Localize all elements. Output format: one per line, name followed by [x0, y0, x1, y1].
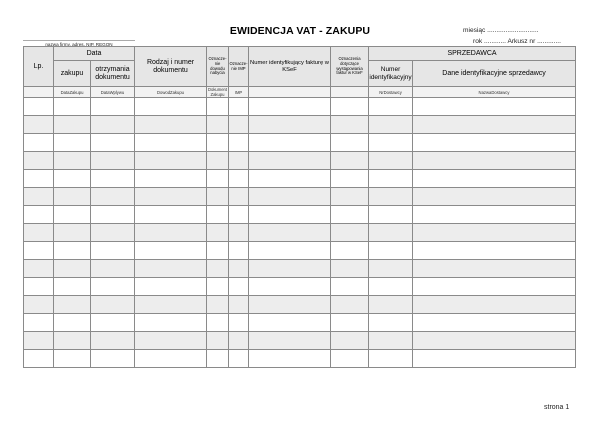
table-cell[interactable] [229, 314, 249, 332]
table-cell[interactable] [331, 206, 369, 224]
table-cell[interactable] [369, 170, 413, 188]
table-cell[interactable] [413, 314, 576, 332]
table-cell[interactable] [369, 242, 413, 260]
table-cell[interactable] [24, 260, 54, 278]
table-cell[interactable] [229, 332, 249, 350]
table-row [24, 332, 576, 350]
table-cell[interactable] [24, 332, 54, 350]
table-cell[interactable] [369, 296, 413, 314]
table-cell[interactable] [229, 350, 249, 368]
table-cell[interactable] [24, 314, 54, 332]
month-field: miesiąc ............................ [463, 27, 539, 34]
table-cell[interactable] [229, 206, 249, 224]
code-dokument-zakupu: Dokument Zakupu [207, 87, 228, 97]
table-cell[interactable] [249, 152, 331, 170]
table-cell[interactable] [331, 188, 369, 206]
table-cell[interactable] [135, 278, 207, 296]
code-data-zakupu: DataZakupu [54, 87, 91, 98]
header-lp: Lp. [24, 47, 54, 87]
table-cell[interactable] [229, 170, 249, 188]
table-cell[interactable] [135, 206, 207, 224]
table-cell[interactable] [249, 296, 331, 314]
table-cell[interactable] [249, 188, 331, 206]
table-cell[interactable] [229, 116, 249, 134]
table-cell[interactable] [24, 278, 54, 296]
table-cell[interactable] [54, 134, 91, 152]
table-cell[interactable] [207, 224, 229, 242]
register-rows [24, 98, 576, 368]
table-cell[interactable] [413, 278, 576, 296]
table-cell[interactable] [91, 170, 135, 188]
table-row [24, 350, 576, 368]
table-cell[interactable] [207, 332, 229, 350]
table-cell[interactable] [331, 296, 369, 314]
table-cell[interactable] [24, 350, 54, 368]
year-sheet-field: rok ............ Arkusz nr ............. [473, 38, 561, 45]
table-cell[interactable] [207, 296, 229, 314]
table-cell[interactable] [91, 116, 135, 134]
table-cell[interactable] [369, 116, 413, 134]
table-cell[interactable] [91, 206, 135, 224]
table-cell[interactable] [249, 278, 331, 296]
table-cell[interactable] [369, 314, 413, 332]
table-cell[interactable] [54, 332, 91, 350]
table-cell[interactable] [135, 224, 207, 242]
table-cell[interactable] [135, 152, 207, 170]
table-cell[interactable] [24, 134, 54, 152]
table-cell[interactable] [207, 134, 229, 152]
table-cell[interactable] [413, 116, 576, 134]
table-cell[interactable] [24, 170, 54, 188]
table-cell[interactable] [229, 296, 249, 314]
vat-purchase-register-table [23, 46, 576, 368]
table-cell[interactable] [91, 278, 135, 296]
table-cell[interactable] [91, 314, 135, 332]
table-cell[interactable] [413, 188, 576, 206]
table-cell[interactable] [369, 278, 413, 296]
header-rodzaj-numer: Rodzaj i numer dokumentu [135, 47, 207, 87]
table-cell[interactable] [54, 116, 91, 134]
table-row [24, 188, 576, 206]
table-cell[interactable] [135, 314, 207, 332]
table-cell[interactable] [24, 224, 54, 242]
table-cell[interactable] [413, 170, 576, 188]
table-cell[interactable] [91, 332, 135, 350]
table-cell[interactable] [91, 134, 135, 152]
code-dowod-zakupu: DowodZakupu [135, 87, 207, 98]
table-row [24, 206, 576, 224]
table-cell[interactable] [369, 332, 413, 350]
table-row [24, 296, 576, 314]
table-row [24, 98, 576, 116]
table-cell[interactable] [369, 188, 413, 206]
table-row [24, 224, 576, 242]
table-cell[interactable] [91, 188, 135, 206]
table-cell[interactable] [207, 314, 229, 332]
table-cell[interactable] [135, 332, 207, 350]
table-cell[interactable] [413, 260, 576, 278]
table-cell[interactable] [207, 116, 229, 134]
header-numer-ksef: Numer identyfikujący fakturę w KSeF [249, 47, 331, 87]
code-nazwa-dostawcy: NazwaDostawcy [413, 87, 576, 98]
table-cell[interactable] [229, 152, 249, 170]
header-data-group: Data [54, 47, 135, 61]
table-cell[interactable] [54, 224, 91, 242]
header-sprzedawca-group: SPRZEDAWCA [369, 47, 576, 61]
table-cell[interactable] [54, 242, 91, 260]
page-number: strona 1 [544, 404, 570, 411]
table-cell[interactable] [135, 260, 207, 278]
table-cell[interactable] [54, 314, 91, 332]
table-cell[interactable] [91, 350, 135, 368]
table-cell[interactable] [54, 152, 91, 170]
table-cell[interactable] [24, 242, 54, 260]
table-cell[interactable] [24, 206, 54, 224]
table-cell[interactable] [331, 134, 369, 152]
table-cell[interactable] [331, 278, 369, 296]
table-cell[interactable] [91, 224, 135, 242]
table-cell[interactable] [54, 260, 91, 278]
table-cell[interactable] [249, 224, 331, 242]
table-cell[interactable] [331, 260, 369, 278]
table-cell[interactable] [135, 296, 207, 314]
table-cell[interactable] [207, 170, 229, 188]
table-cell[interactable] [229, 278, 249, 296]
header-oznaczenie-dowodu: Oznacze- nie dowodu nabycia [207, 47, 229, 87]
header-oznaczenie-imp: Oznacze- nie IMP [229, 47, 249, 87]
code-lp [24, 87, 54, 98]
table-row [24, 170, 576, 188]
table-cell[interactable] [207, 206, 229, 224]
table-cell[interactable] [135, 242, 207, 260]
table-cell[interactable] [249, 332, 331, 350]
code-imp: IMP [229, 87, 249, 98]
table-cell[interactable] [413, 98, 576, 116]
table-cell[interactable] [207, 260, 229, 278]
table-cell[interactable] [331, 224, 369, 242]
table-cell[interactable] [369, 260, 413, 278]
table-cell[interactable] [229, 134, 249, 152]
table-cell[interactable] [24, 116, 54, 134]
header-data-zakupu: zakupu [54, 61, 91, 87]
table-cell[interactable] [207, 98, 229, 116]
table-cell[interactable] [229, 188, 249, 206]
table-cell[interactable] [24, 188, 54, 206]
table-cell[interactable] [54, 278, 91, 296]
table-cell[interactable] [135, 170, 207, 188]
table-cell[interactable] [331, 98, 369, 116]
table-cell[interactable] [331, 116, 369, 134]
code-nr-dostawcy: NrDostawcy [369, 87, 413, 98]
table-cell[interactable] [54, 188, 91, 206]
table-cell[interactable] [249, 116, 331, 134]
table-cell[interactable] [249, 350, 331, 368]
table-cell[interactable] [54, 350, 91, 368]
table-cell[interactable] [331, 332, 369, 350]
table-cell[interactable] [91, 242, 135, 260]
code-data-wplywu: DataWplywu [91, 87, 135, 98]
table-cell[interactable] [135, 116, 207, 134]
table-cell[interactable] [413, 242, 576, 260]
table-cell[interactable] [207, 152, 229, 170]
table-cell[interactable] [207, 242, 229, 260]
table-cell[interactable] [54, 98, 91, 116]
table-cell[interactable] [369, 152, 413, 170]
table-cell[interactable] [413, 350, 576, 368]
table-cell[interactable] [24, 152, 54, 170]
table-cell[interactable] [249, 170, 331, 188]
table-cell[interactable] [229, 224, 249, 242]
table-cell[interactable] [249, 206, 331, 224]
table-cell[interactable] [54, 206, 91, 224]
table-cell[interactable] [369, 350, 413, 368]
table-cell[interactable] [229, 260, 249, 278]
table-cell[interactable] [331, 242, 369, 260]
table-cell[interactable] [207, 350, 229, 368]
table-cell[interactable] [207, 188, 229, 206]
table-cell[interactable] [369, 206, 413, 224]
page-title: EWIDENCJA VAT - ZAKUPU [229, 25, 371, 37]
table-cell[interactable] [135, 350, 207, 368]
table-row [24, 260, 576, 278]
code-ksef-numer [249, 87, 331, 98]
header-numer-identyfikacyjny: Numer identyfikacyjny [369, 61, 413, 87]
table-cell[interactable] [413, 206, 576, 224]
table-cell[interactable] [91, 152, 135, 170]
table-cell[interactable] [91, 260, 135, 278]
table-cell[interactable] [24, 98, 54, 116]
table-cell[interactable] [24, 296, 54, 314]
code-ksef-oznaczenia [331, 87, 369, 98]
table-cell[interactable] [135, 98, 207, 116]
table-row [24, 152, 576, 170]
table-cell[interactable] [413, 134, 576, 152]
table-row [24, 242, 576, 260]
table-cell[interactable] [229, 98, 249, 116]
header-oznaczenia-ksef: Oznaczenia dotyczące wystąpowania faktur w KSeF [331, 47, 369, 87]
table-cell[interactable] [413, 224, 576, 242]
table-row [24, 116, 576, 134]
table-cell[interactable] [249, 242, 331, 260]
table-cell[interactable] [413, 332, 576, 350]
table-cell[interactable] [135, 134, 207, 152]
table-cell[interactable] [413, 296, 576, 314]
table-cell[interactable] [249, 98, 331, 116]
table-cell[interactable] [331, 350, 369, 368]
header-data-otrzymania: otrzymania dokumentu [91, 61, 135, 87]
table-cell[interactable] [91, 98, 135, 116]
table-cell[interactable] [331, 314, 369, 332]
table-row [24, 134, 576, 152]
table-cell[interactable] [331, 152, 369, 170]
table-cell[interactable] [54, 170, 91, 188]
table-cell[interactable] [369, 98, 413, 116]
table-cell[interactable] [369, 134, 413, 152]
table-cell[interactable] [331, 170, 369, 188]
table-cell[interactable] [207, 278, 229, 296]
table-cell[interactable] [249, 314, 331, 332]
table-cell[interactable] [54, 296, 91, 314]
table-cell[interactable] [135, 188, 207, 206]
table-cell[interactable] [369, 224, 413, 242]
table-cell[interactable] [249, 134, 331, 152]
header-dane-identyfikacyjne: Dane identyfikacyjne sprzedawcy [413, 61, 576, 87]
table-cell[interactable] [229, 242, 249, 260]
table-row [24, 314, 576, 332]
company-info-label: nazwa firmy, adres, NIP, REGON [23, 40, 135, 47]
table-cell[interactable] [91, 296, 135, 314]
table-cell[interactable] [413, 152, 576, 170]
table-row [24, 278, 576, 296]
table-cell[interactable] [249, 260, 331, 278]
